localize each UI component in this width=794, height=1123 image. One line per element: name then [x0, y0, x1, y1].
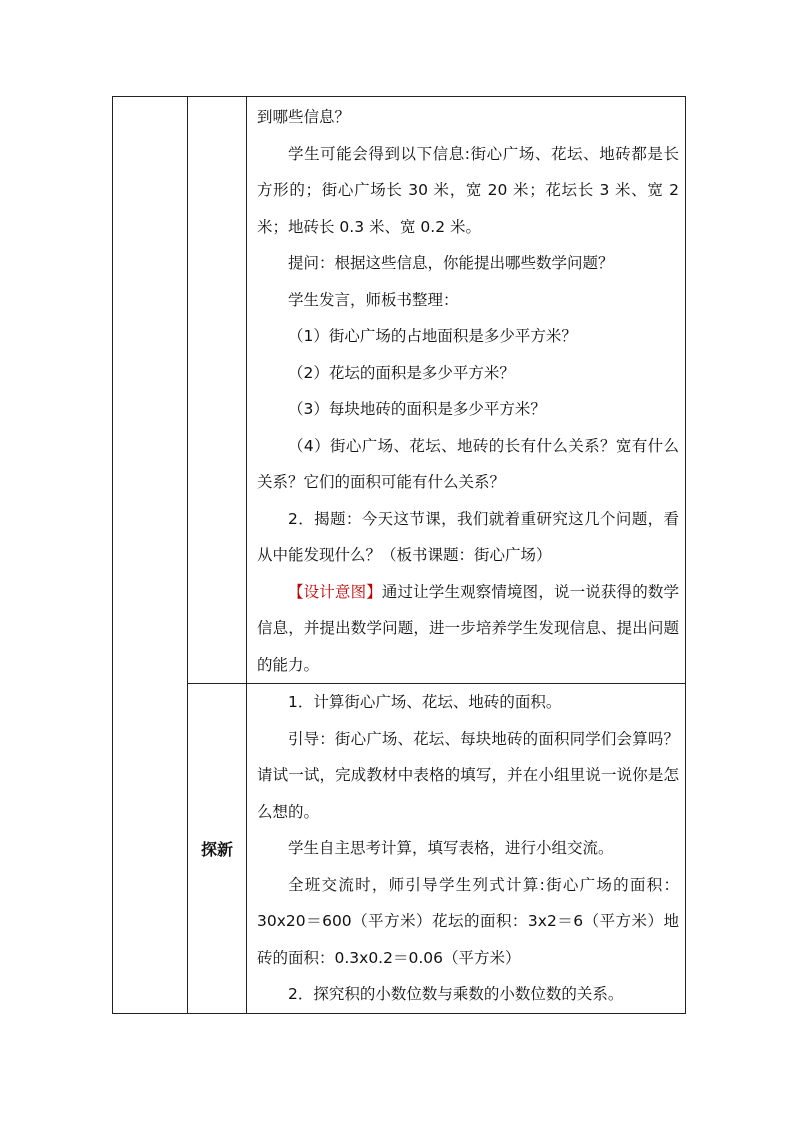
paragraph: 学生自主思考计算，填写表格，进行小组交流。 — [288, 839, 614, 857]
content-block — [247, 97, 685, 683]
content-cell-exploration — [247, 684, 686, 1014]
lesson-plan-table — [112, 96, 686, 1014]
table-row-exploration — [113, 684, 686, 1014]
paragraph: 到哪些信息？ — [257, 108, 351, 126]
paragraph: 全班交流时，师引导学生列式计算:街心广场的面积：30x20＝600（平方米）花坛的面积：3x2＝6（平方米）地砖的面积：0.3x0.2＝0.06（平方米） — [257, 875, 679, 967]
stage-cell — [113, 97, 188, 1014]
design-intent-text: 通过让学生观察情境图，说一说获得的数学信息，并提出数学问题，进一步培养学生发现信息、提出问题的能力。 — [257, 582, 679, 674]
design-intent-label: 【设计意图】 — [288, 582, 382, 601]
content-block — [247, 684, 685, 1013]
design-intent-paragraph — [257, 574, 679, 684]
paragraph: 2．探究积的小数位数与乘数的小数位数的关系。 — [288, 985, 624, 1003]
section-label-cell-empty — [188, 97, 247, 684]
paragraph: 学生可能会得到以下信息:街心广场、花坛、地砖都是长方形的；街心广场长 30 米，宽 20 米；花坛长 3 米、宽 2 米；地砖长 0.3 米、宽 0.2 米。 — [257, 144, 679, 236]
paragraph: （3）每块地砖的面积是多少平方米？ — [288, 400, 546, 418]
paragraph: （4）街心广场、花坛、地砖的长有什么关系？宽有什么关系？它们的面积可能有什么关系？ — [257, 436, 679, 491]
paragraph: 2．揭题：今天这节课，我们就着重研究这几个问题，看从中能发现什么？（板书课题：街心广场） — [257, 509, 679, 564]
table-row-introduction — [113, 97, 686, 684]
content-cell-introduction — [247, 97, 686, 684]
section-label-cell — [188, 684, 247, 1014]
paragraph: （2）花坛的面积是多少平方米？ — [288, 363, 515, 382]
paragraph: 1．计算街心广场、花坛、地砖的面积。 — [288, 693, 562, 711]
section-label: 探新 — [200, 839, 233, 859]
paragraph: 学生发言，师板书整理： — [288, 290, 459, 309]
paragraph: 引导：街心广场、花坛、每块地砖的面积同学们会算吗？请试一试，完成教材中表格的填写，并在小组里说一说你是怎么想的。 — [257, 729, 679, 821]
paragraph: （1）街心广场的占地面积是多少平方米？ — [288, 327, 577, 345]
paragraph: 提问：根据这些信息，你能提出哪些数学问题？ — [288, 254, 614, 272]
